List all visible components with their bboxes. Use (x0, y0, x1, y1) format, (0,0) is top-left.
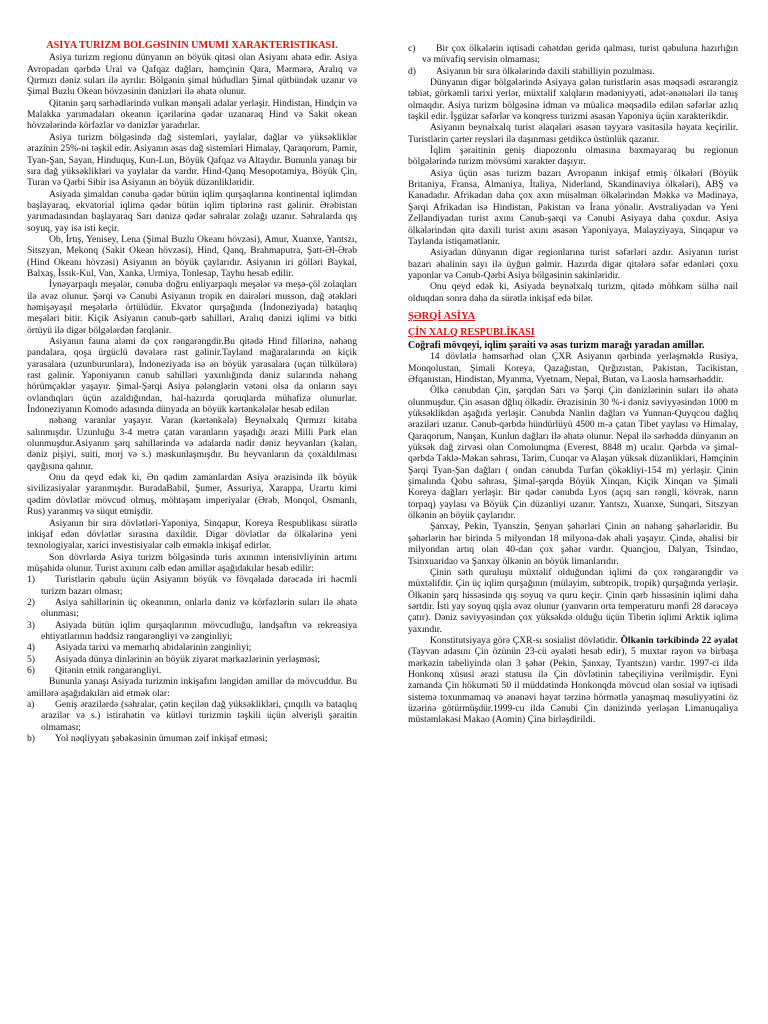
paragraph: Dünyanın digər bölgələrində Asiyaya gələn turistlərin əsas məqsədi əsrarəngiz təbiət, görkəmli tarixi yerlər, müxtəlif xalqların mədəniyyəti, adət-ənənələri ilə tanış olmaqdır. Asiya turizm bölgəsinə idman və müalicə məqsədilə edilən səfərlər azlıq təşkil edir. İşgüzar səfərlər və konqress turizmi əsasən Yaponiya üçün xarakterikdir. (408, 77, 738, 123)
list-item: c) Bir çox ölkələrin iqtisadi cəhətdən geridə qalması, turist qəbuluna hazırlığın və müvafiq servisin olmaması; (408, 43, 738, 66)
list-item: 5) Asiyada dünya dinlərinin ən böyük ziyarət mərkəzlərinin yerləşməsi; (27, 653, 321, 665)
left-column (27, 40, 357, 1000)
paragraph: nəhəng varanlar yaşayır. Varan (kərtənkələ) Beynəlxalq Qırmızı kitaba salınmışdır. Uzunluğu 3-4 metrə çatan varanların yaşadığı ərazi Milli Park elan olunmuşdur.Asiyanın şərq sahillərində və adalarda nadir dəniz heyvanları (kalan, dəniz pişiyi, suiti, morj və s.) məskunlaşmışdır. Bu heyvanların da çoxaldılması qayğısına qalınır. (27, 415, 357, 472)
paragraph: Son dövrlərdə Asiya turizm bölgəsində turis axınının intensivliyinin artımı müşahidə olunur. Turist axınını cəlb edən amillər aşağıdakılar hesab edilir: (27, 551, 357, 574)
paragraph: Ölkə cənubdan Çin, şərqdən Sarı və Şərqi Çin dənizlərinin suları ilə əhatə olunmuşdur. Çin əsasən dğlıq ölkədir. Ərazisinin 30 %-i dəniz səviyyəsindən 1000 m yüksəklikdən aşağıda yerləşir. Cənubda Nanlin dağları və Yunnan-Quyqcou dağlıq əraziləri uzanır. Cənub-qərbdə hündürlüyü 4500 m-ə çatan Tibet yaylası və Himalay, Qaraqorum, Nanşan, Kunlun dağları ilə əhatə olunur. Nepal ilə sərhəddə dünyanın ən yüksək dağ zirvəsi olan Comolunqma (Everest, 8848 m) ucalır. Qərbdə və şimal-qərbdə Təklə-Məkan səhrası, Tarim, Cunqar və Alaşan yüksək düzənlikləri, Həmçinin Şərqi Tyan-Şan dağları ( ondan cənubda Turfan çökəkliyi-154 m) yerləşir. Çinin şimalında Qobu səhrası, Şimal-şərqdə Böyük Xinqan, Kiçik Xinqan və Şimali Koreya dağları yerləşir. Bir qədər cənubda Lyos (açıq sarı rəngli, kövrək, narın torpaq) yaylası və Böyük Çin düzənliyi uzanır. Yantszı, Xuanxe, Sunqari, Sitszyan ölkənin ən böyük çaylarıdır. (408, 385, 738, 522)
paragraph: Asiyadan dünyanın digər regionlarına turist səfərləri azdır. Asiyanın turist bazarı əhalinin sayı ilə üyğun gəlmir. Hazırda digər qitələrə səfər edənləri çoxu yaponlar və Cənub-Qərbi Asiya bölgəsinin sakinləridir. (408, 247, 738, 281)
list-item: 3) Asiyada bütün iqlim qurşaqlarının mövcudluğu, landşaftın və rekreasiya ehtiyatlarının həddsiz rəngarəngliyi və zənginliyi; (27, 619, 357, 642)
paragraph: Asiyada şimaldan cənuba qədər bütün iqlim qurşaqlarına kontinental iqlimdən başlayaraq, ekvatorial iqlimə qədər bütün iqlim tiplərinə rast gəlinir. Ərəbistan yarımadasından başlayaraq Sarı dənizə qədər səhralar zolağı uzanır. Səhralarda qış soyuq, yay isə isti keçir. (27, 188, 357, 234)
list-item: d) Asiyanın bir sıra ölkələrində daxili stabilliyin pozulması. (408, 65, 655, 77)
paragraph: İqlim şəraitinin geniş diapozonlu olmasına baxmayaraq bu regionun bölgələrində turizm mövsümi xarakter daşıyır. (408, 145, 738, 168)
paragraph: Asiyanın bir sıra dövlətləri-Yaponiya, Sinqapur, Koreya Respublikası sürətlə inkişaf edən dövlətlər sırasına daxildir. Digər dövlətlər də ölkələrinə yeni texnologiyalar, xarici investisiyalar cəlb etməklə inkişaf edirlər. (27, 517, 357, 552)
document-title: ASİYA TURİZM BÖLGƏSİNİN ÜMUMİ XARAKTERİSTİKASI. (46, 40, 338, 51)
paragraph: Asiya üçün əsas turizm bazarı Avropanın inkişaf etmiş ölkələri (Böyük Britaniya, Fransa, Almaniya, İtaliya, Niderland, Skandinaviya ölkələri), ABŞ və Kanadadır. Afrikadan daha çox axın müsəlman ölkələrindən Məkkə və Mədinəyə, Şərqi Afrikadan isə Hindistan, Pakistan və İrana yönəlir. Avstraliyadan və Yeni Zellandiyadan turist axını Cənub-şərqi və Cənubi Asiyaya daha çoxdur. Asiya ölkələrindən qitə daxili turist axını əsasən Yaponiyaya, Malayziyaya, Sinqapur və Taylanda istiqamətlənir. (408, 167, 738, 247)
paragraph: Konstitutsiyaya görə ÇXR-sı sosialist dövlətidir. Ölkənin tərkibində 22 əyalət (Tayvan adasını Çin özünün 23-cü əyaləti hesab edir), 5 muxtar rayon və birbaşa mərkəzin tabeliyində olan 3 şəhər (Pekin, Şanxay, Tyantszın) vardır. 1997-ci ildə Honkonq xüsusi ərazi statusu ilə Çin dövlətinin tabeçiliyinə verilmişdir. Eyni zamanda Çin hökuməti 50 il müddətində Honkonqda mövcud olan sosial və iqtisadi sistemə toxunmamaq və ənənəvi həyat tərzinə hörmətlə yanaşmaq məsuliyyətini öz üzərinə götürmüşdür.1999-cu ildə Cənubi Çin dənizində yerləşən Limanuqaliya müstəmləkəsi Makao (Aomin) Çinə birləşdirildi. (408, 634, 738, 726)
paragraph: Onu qeyd edək ki, Asiyada beynəlxalq turizm, qitədə möhkəm sülhə nail olduqdan sonra daha da sürətlə inkişaf edə bilər. (408, 281, 738, 304)
paragraph: Asiya turizm bölgəsində dağ sistemləri, yaylalar, dağlar və yüksəkliklər ərazinin 25%-ni təşkil edir. Asiyanın əsas dağ sistemləri Himalay, Qaraqorum, Pamir, Tyan-Şan, Sayan, Hinduquş, Kun-Lun, Böyük Qafqaz və Altaydır. Bununla yanaşı bir sıra dağ yüksəklikləri və yaylalar da vardır. Hind-Qanq Mesopotamiya, Böyük Çin, Turan və Qərbi Sibir isə Asiyanın ən böyük düzənlikləridir. (27, 131, 357, 189)
right-column (408, 43, 738, 983)
paragraph: Onu da qeyd edək ki, Ən qədim zamanlardan Asiya ərazisində ilk böyük sivilizasiyalar yaranmışdır. BuradaBabil, Şumer, Assuriya, Xarappa, Urartu kimi qədim dövlətlər mövcud olmuş, möhtəşəm imperiyalar (Ərəb, Monqol, Osmanlı, Rus) yaranmış və süqut etmişdir. (27, 472, 357, 518)
paragraph: Bununla yanaşı Asiyada turizmin inkişafını ləngidən amillər də mövcuddur. Bu amillərə aşağıdakıları aid etmək olar: (27, 676, 357, 699)
paragraph: 14 dövlətlə həmsərhəd olan ÇXR Asiyanın qərbində yerləşməklə Rusiya, Monqolustan, Şimali Koreya, Qazağıstan, Qırğızıstan, Pakistan, Tacikistan, Əfqanıstan, Hindistan, Myanma, Vyetnam, Nepal, Butan, və Laosla həmsərhəddir. (408, 351, 738, 385)
list-item: b) Yol nəqliyyatı şəbəkəsinin ümumən zəif inkişaf etməsi; (27, 733, 268, 745)
paragraph: Asiyanın beynəlxalq turist əlaqələri əsasən təyyarə vasitəsilə həyata keçirilir. Turistlərin çarter reysləri ilə daşınması getdikcə üstünlük qazanır. (408, 122, 738, 145)
lettered-list (27, 699, 357, 744)
paragraph: Asiyanın fauna aləmi də çox rəngarəngdir.Bu qitədə Hind fillərinə, nəhəng pandalara, qoşa ürgüclü dəvələrə rast gəlinir.Tayland mağaralarında ən kiçik yarasalara (uzunburunlara), İndoneziyada isə ən böyük yarasalara (uçan tülkülərə) rast gəlinir. Yaponiyanın cənub sahilləri yaxınlığında dəniz sularında nəhəng hörümçəklər yaşayır. Şimal-Şərqi Asiya pələnglərin vətəni olsa da onların sayı ovlandıqları üçün azaldığından, hal-hazırda qoruqlarda mühafizə olunurlar. İndoneziyanın Komodo adasında dünyada ən böyük kərtənkələlər hesab edilən (27, 336, 357, 416)
list-item: a) Geniş ərazilərdə (səhralar, çətin keçilən dağ yüksəklikləri, çınqıllı və bataqlıq arazilər və s.) istirahətin və kütləvi turizmin təşkili üçün əlverişli şəraitin olmaması; (27, 699, 357, 733)
paragraph: Asiya turizm regionu dünyanın ən böyük qitəsi olan Asiyanı əhatə edir. Asiya Avropadan qərbdə Ural və Qafqaz dağları, həmçinin Qara, Mərmərə, Aralıq və Qırmızı dəniz suları ilə ayrılır. Bölgənin şimal hüdudları Şimal qütbündək uzanır və Şimal Buzlu Okean hövzəsinin dənizləri ilə əhatə olunur. (27, 52, 357, 98)
bold-phrase: Ölkənin tərkibində 22 əyalət (620, 634, 738, 646)
lettered-list-continued (408, 43, 738, 77)
paragraph: İynəyarpaqlı meşələr, cənuba doğru enliyarpaqlı meşələr və meşə-çöl zolaqları ilə əvəz olunur. Şərqi və Cənubi Asiyanın tropik en dairələri musson, dağ ətəkləri həmişəyaşıl meşələrlə örtülüdür. Ekvator qurşağında (İndoneziyada) bataqlıq meşələri bitir. Kiçik Asiyanın cənub-qərb sahilləri, Aralıq dənizi iqlimi və bitki örtüyü ilə digər bölgələrdən fərqlənir. (27, 279, 357, 336)
paragraph: Qitənin şərq sərhədlərində vulkan mənşəli adalar yerləşir. Hindistan, Hindçin və Malakka yarımadaları okeanın içərilərinə qədər uzanaraq Hind və Sakit okean hövzələrində körfəzlər və dənizlər yaradırlar. (27, 97, 357, 132)
list-item: 2) Asiya sahillərinin üç okeanının, onlarla dəniz və körfəzlərin suları ilə əhatə olunması; (27, 596, 357, 620)
paragraph: Şanxay, Pekin, Tyanszin, Şenyan şəhərləri Çinin ən nəhəng şəhərləridir. Bu şəhərlərin hər birində 5 milyondan 18 milyona-dək əhali yaşayır. Çində, əhalisi bir milyondan artıq olan 40-dan çox şəhər vardır. Quançjou, Dalyan, Tsindao, Tsinxuaridao və Şanxay ölkənin ən böyük limanlarıdır. (408, 521, 738, 567)
paragraph: Çinin səth quruluşu müxtəlif olduğundan iqlimi də çox rəngarəngdir və müxtəlifdir. Çin üç iqlim qurşağının (mülayim, subtropik, tropik) qurşağında yerləşir. Ölkənin şərq hissəsində qış soyuq və quru keçir. Çinin qərb hissəsinin iqlimi daha sərtdir. İsti yay soyuq qışla əvəz olunur (yanvarın orta temperaturu mənfi 28 dərəcəyə çatır). Dəniz səviyyəsindən çox yüksəkdə olduğu üçün Tibetin iqlimi Arktik iqlimə yaxındır. (408, 566, 738, 635)
paragraph: Ob, İrtış, Yenisey, Lena (Şimal Buzlu Okeanı hövzəsi), Amur, Xuanxe, Yantszı, Sitszyan, Mekonq (Sakit Okean hövzəsi), Hind, Qanq, Brahmaputra, Şatt-Əl-Ərəb (Hind Okeanı hövzəsi) Asiyanın ən böyük çaylarıdır. Asiyanın iri gölləri Baykal, Balxaş, İssık-Kul, Van, Xanka, Urmiya, Tonlesap, Tayhu hesab edilir. (27, 233, 357, 279)
subsection-heading: ÇİN XALQ RESPUBLİKASI (408, 326, 535, 338)
list-item: 6) Qitənin etnik rəngarəngliyi. (27, 664, 162, 676)
list-item: 1) Turistlərin qəbulu üçün Asiyanın böyük və fövqəladə dərəcədə iri həcmli turizm bazarı olması; (27, 574, 357, 597)
section-heading: ŞƏRQİ ASİYA (408, 310, 476, 322)
topic-heading: Coğrafi mövqeyi, iqlim şəraiti və əsas turizm marağı yaradan amillər. (408, 339, 705, 351)
numbered-list (27, 574, 357, 676)
list-item: 4) Asiyada tarixi və memarlıq abidələrinin zənginliyi; (27, 642, 252, 654)
